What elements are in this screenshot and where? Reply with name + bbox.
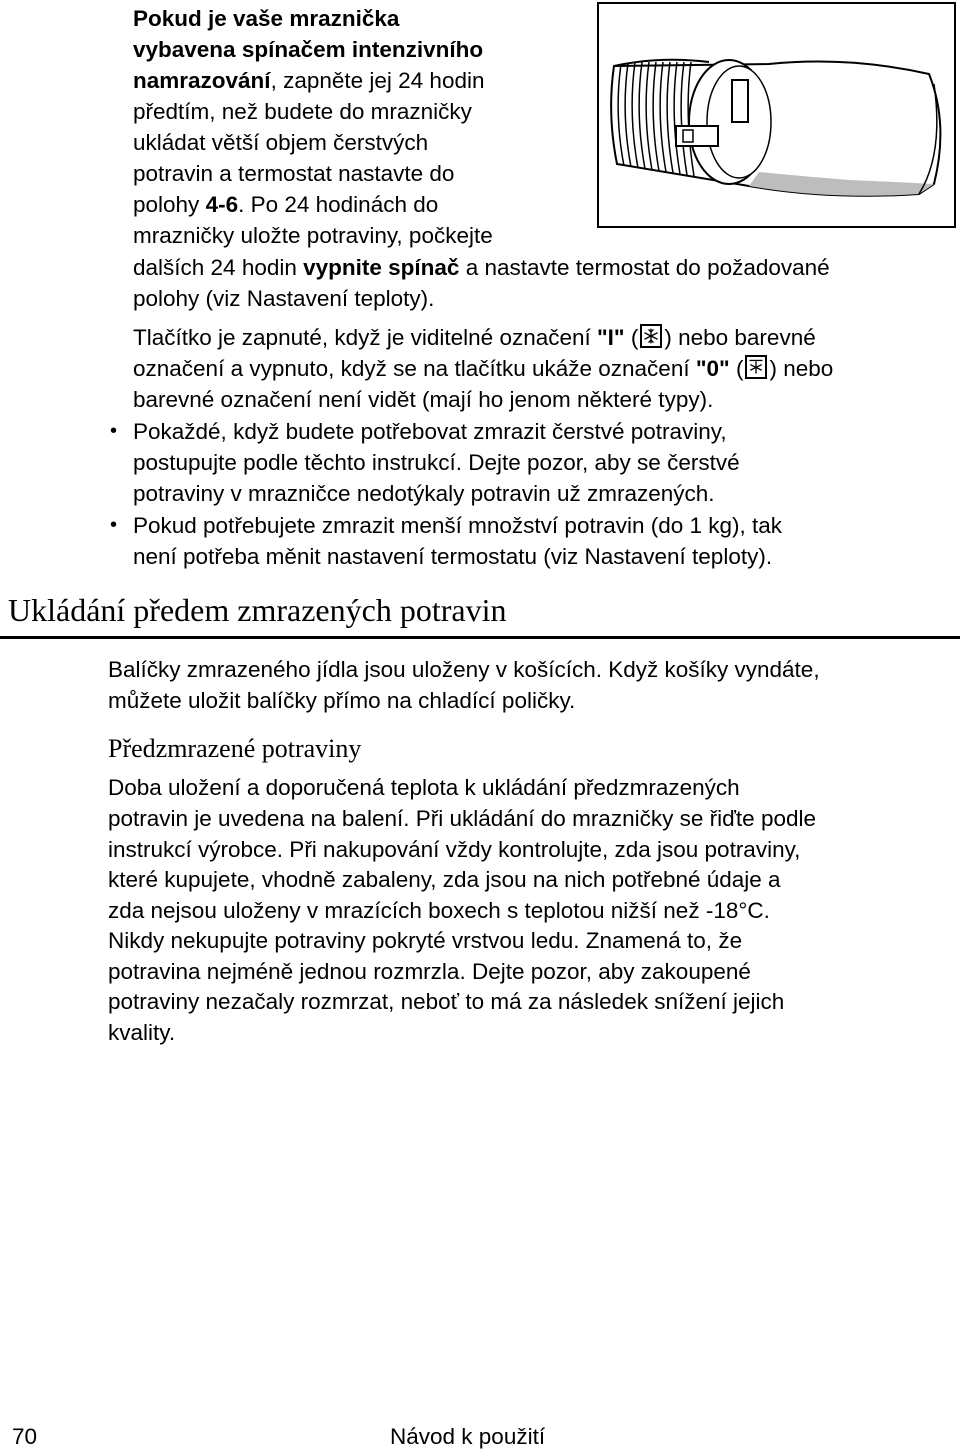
bullet-line: postupujte podle těchto instrukcí. Dejte pozor, aby se čerstvé	[133, 450, 740, 475]
subsection-paragraph-line: kvality.	[108, 1020, 176, 1045]
intro-line: polohy (viz Nastavení teploty).	[133, 286, 435, 311]
subsection-paragraph-line: Doba uložení a doporučená teplota k ukládání předzmrazených	[108, 775, 740, 800]
bullet-marker: •	[110, 420, 118, 442]
page-number: 70	[12, 1424, 38, 1449]
intro-line: vybavena spínačem intenzivního	[133, 37, 484, 62]
section-divider	[0, 636, 960, 639]
intro-line: polohy 4-6. Po 24 hodinách do	[133, 192, 439, 217]
subsection-paragraph-line: potravin je uvedena na balení. Při ukládání do mrazničky se řiďte podle	[108, 806, 816, 831]
intro-line: Pokud je vaše mraznička	[133, 6, 400, 31]
subsection-heading: Předzmrazené potraviny	[108, 734, 362, 763]
button-explanation-line: označení a vypnuto, když se na tlačítku ukáže označení "0" ( ) nebo	[133, 356, 834, 381]
subsection-paragraph-line: které kupujete, vhodně zabaleny, zda jsou na nich potřebné údaje a	[108, 867, 781, 892]
switch-drawing	[599, 4, 954, 226]
freezer-switch-illustration	[597, 2, 956, 228]
bullet-line: potraviny v mrazničce nedotýkaly potravin už zmrazených.	[133, 481, 715, 506]
subsection-paragraph-line: instrukcí výrobce. Při nakupování vždy kontrolujte, zda jsou potraviny,	[108, 837, 801, 862]
bullet-line: Pokud potřebujete zmrazit menší množství potravin (do 1 kg), tak	[133, 513, 783, 538]
intro-line: předtím, než budete do mrazničky	[133, 99, 472, 124]
bullet-line: Pokaždé, když budete potřebovat zmrazit čerstvé potraviny,	[133, 419, 727, 444]
section-heading: Ukládání předem zmrazených potravin	[8, 592, 507, 628]
button-explanation-line: Tlačítko je zapnuté, když je viditelné označení "I" ( ) nebo barevné	[133, 325, 816, 350]
bullet-marker: •	[110, 514, 118, 536]
snowflake-on-icon	[640, 324, 662, 348]
bullet-line: není potřeba měnit nastavení termostatu (viz Nastavení teploty).	[133, 544, 773, 569]
intro-line: potravin a termostat nastavte do	[133, 161, 455, 186]
section-paragraph-line: Balíčky zmrazeného jídla jsou uloženy v košících. Když košíky vyndáte,	[108, 657, 820, 682]
intro-line: mrazničky uložte potraviny, počkejte	[133, 223, 493, 248]
intro-line: ukládat větší objem čerstvých	[133, 130, 429, 155]
snowflake-off-icon	[745, 355, 767, 379]
section-paragraph-line: můžete uložit balíčky přímo na chladící poličky.	[108, 688, 576, 713]
intro-line: dalších 24 hodin vypnite spínač a nastavte termostat do požadované	[133, 255, 830, 280]
subsection-paragraph-line: Nikdy nekupujte potraviny pokryté vrstvou ledu. Znamená to, že	[108, 928, 743, 953]
subsection-paragraph-line: zda nejsou uloženy v mrazících boxech s teplotou nižší než -18°C.	[108, 898, 770, 923]
intro-line: namrazování, zapněte jej 24 hodin	[133, 68, 485, 93]
subsection-paragraph-line: potraviny nezačaly rozmrzat, neboť to má za následek snížení jejich	[108, 989, 785, 1014]
footer-title: Návod k použití	[390, 1424, 546, 1449]
button-explanation-line: barevné označení není vidět (mají ho jenom některé typy).	[133, 387, 714, 412]
subsection-paragraph-line: potravina nejméně jednou rozmrzla. Dejte pozor, aby zakoupené	[108, 959, 751, 984]
